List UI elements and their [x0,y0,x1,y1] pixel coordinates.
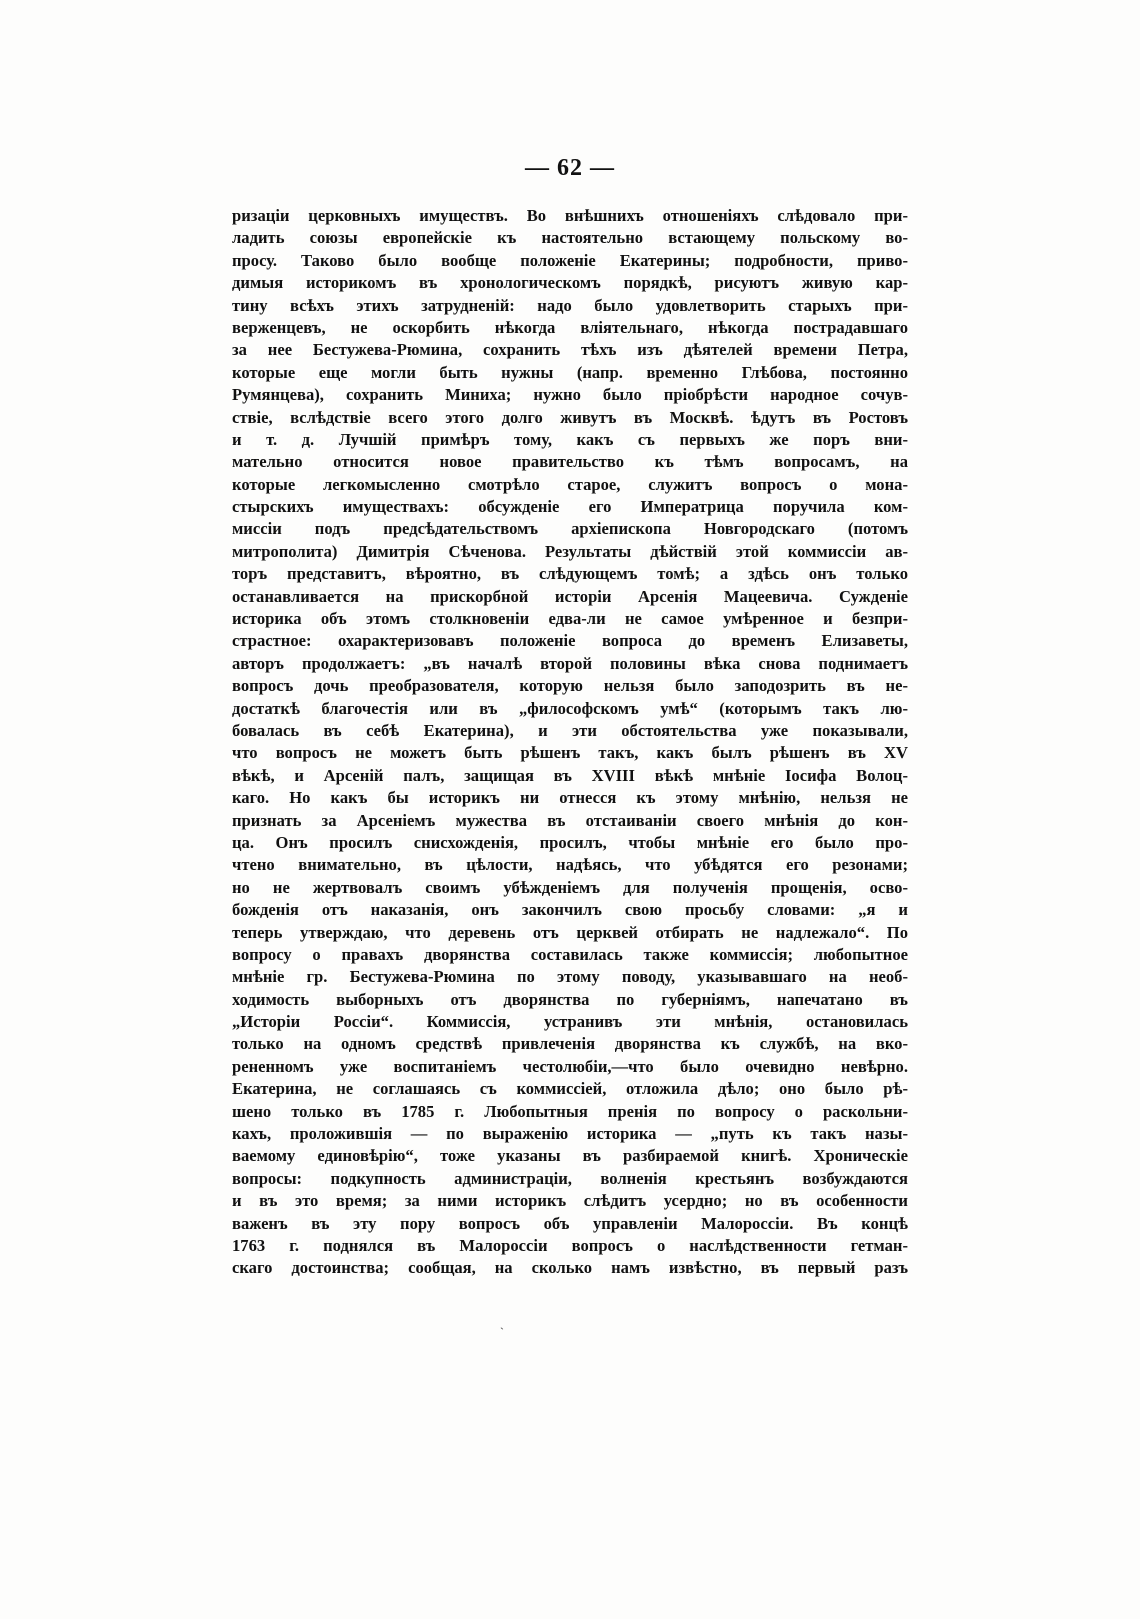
text-line: митрополита) Димитрія Сѣченова. Результаты дѣйствій этой коммиссіи ав- [232,541,908,561]
text-line: авторъ продолжаетъ: „въ началѣ второй половины вѣка снова поднимаетъ [232,653,908,673]
text-line: ладить союзы европейскіе къ настоятельно встающему польскому во- [232,228,908,248]
text-line: теперь утверждаю, что деревень отъ церквей отбирать не надлежало“. По [232,922,908,942]
text-line: мнѣніе гр. Бестужева-Рюмина по этому поводу, указывавшаго на необ- [232,967,908,987]
text-line: Екатерина, не соглашаясь съ коммиссіей, отложила дѣло; оно было рѣ- [232,1079,908,1099]
text-line: тину всѣхъ этихъ затрудненій: надо было удовлетворить старыхъ при- [232,295,908,315]
text-line: чтено внимательно, въ цѣлости, надѣясь, что убѣдятся его резонами; [232,855,908,875]
text-line: признать за Арсеніемъ мужества въ отстаиваніи своего мнѣнія до кон- [232,810,908,830]
stray-ink-mark: ˋ [500,1325,504,1339]
text-line: божденія отъ наказанія, онъ закончилъ свою просьбу словами: „я и [232,900,908,920]
text-line: вопросы: подкупность администраціи, волненія крестьянъ возбуждаются [232,1168,908,1188]
text-line: и въ это время; за ними историкъ слѣдитъ усердно; но въ особенности [232,1191,908,1211]
text-line: бовалась въ себѣ Екатерина), и эти обстоятельства уже показывали, [232,720,908,740]
text-line: миссіи подъ предсѣдательствомъ архіепископа Новгородскаго (потомъ [232,519,908,539]
text-line: достаткѣ благочестія или въ „философскомъ умѣ“ (которымъ такъ лю- [232,698,908,718]
text-line: ваемому единовѣрію“, тоже указаны въ разбираемой книгѣ. Хроническіе [232,1146,908,1166]
text-line: за нее Бестужева-Рюмина, сохранить тѣхъ изъ дѣятелей времени Петра, [232,340,908,360]
text-line: 1763 г. поднялся въ Малороссіи вопросъ о наслѣдственности гетман- [232,1235,908,1255]
text-line: просу. Таково было вообще положеніе Екатерины; подробности, приво- [232,250,908,270]
text-line: останавливается на прискорбной исторіи Арсенія Мацеевича. Сужденіе [232,586,908,606]
text-line: шено только въ 1785 г. Любопытныя пренія по вопросу о раскольни- [232,1101,908,1121]
text-line: вопросъ дочь преобразователя, которую нельзя было заподозрить въ не- [232,676,908,696]
text-line: вѣкѣ, и Арсеній палъ, защищая въ XVIII вѣкѣ мнѣніе Іосифа Волоц- [232,765,908,785]
text-line: мательно относится новое правительство къ тѣмъ вопросамъ, на [232,452,908,472]
text-line: ца. Онъ просилъ снисхожденія, просилъ, чтобы мнѣніе его было про- [232,832,908,852]
text-line: кахъ, проложившія — по выраженію историка — „путь къ такъ назы- [232,1124,908,1144]
text-line: только на одномъ средствѣ привлеченія дворянства къ службѣ, на вко- [232,1034,908,1054]
text-line: верженцевъ, не оскорбить нѣкогда вліятельнаго, нѣкогда пострадавшаго [232,317,908,337]
body-text [232,205,908,1280]
text-line: каго. Но какъ бы историкъ ни отнесся къ этому мнѣнію, нельзя не [232,788,908,808]
text-line: стырскихъ имуществахъ: обсужденіе его Императрица поручила ком- [232,497,908,517]
page-number: — 62 — [525,155,615,181]
text-line: „Исторіи Россіи“. Коммиссія, устранивъ эти мнѣнія, остановилась [232,1012,908,1032]
text-line: и т. д. Лучшій примѣръ тому, какъ съ первыхъ же поръ вни- [232,429,908,449]
text-line: историка объ этомъ столкновеніи едва-ли не самое умѣренное и безпри- [232,609,908,629]
text-line: рененномъ уже воспитаніемъ честолюбіи,—что было очевидно невѣрно. [232,1056,908,1076]
text-line: вопросу о правахъ дворянства составилась также коммиссія; любопытное [232,944,908,964]
text-line: важенъ въ эту пору вопросъ объ управленіи Малороссіи. Въ концѣ [232,1213,908,1233]
text-line: но не жертвовалъ своимъ убѣжденіемъ для полученія прощенія, осво- [232,877,908,897]
text-line: димыя историкомъ въ хронологическомъ порядкѣ, рисуютъ живую кар- [232,273,908,293]
text-line: торъ представитъ, вѣроятно, въ слѣдующемъ томѣ; а здѣсь онъ только [232,564,908,584]
text-line: которые легкомысленно смотрѣло старое, служитъ вопросъ о мона- [232,474,908,494]
text-line: ствіе, вслѣдствіе всего этого долго живутъ въ Москвѣ. ѣдутъ въ Ростовъ [232,407,908,427]
text-line: что вопросъ не можетъ быть рѣшенъ такъ, какъ былъ рѣшенъ въ XV [232,743,908,763]
text-line: ризаціи церковныхъ имуществъ. Во внѣшнихъ отношеніяхъ слѣдовало при- [232,206,908,225]
text-line: которые еще могли быть нужны (напр. временно Глѣбова, постоянно [232,362,908,382]
text-line: страстное: охарактеризовавъ положеніе вопроса до временъ Елизаветы, [232,631,908,651]
text-line: скаго достоинства; сообщая, на сколько намъ извѣстно, въ первый разъ [232,1258,908,1278]
text-line: ходимость выборныхъ отъ дворянства по губерніямъ, напечатано въ [232,989,908,1009]
text-line: Румянцева), сохранить Миниха; нужно было пріобрѣсти народное сочув- [232,385,908,405]
